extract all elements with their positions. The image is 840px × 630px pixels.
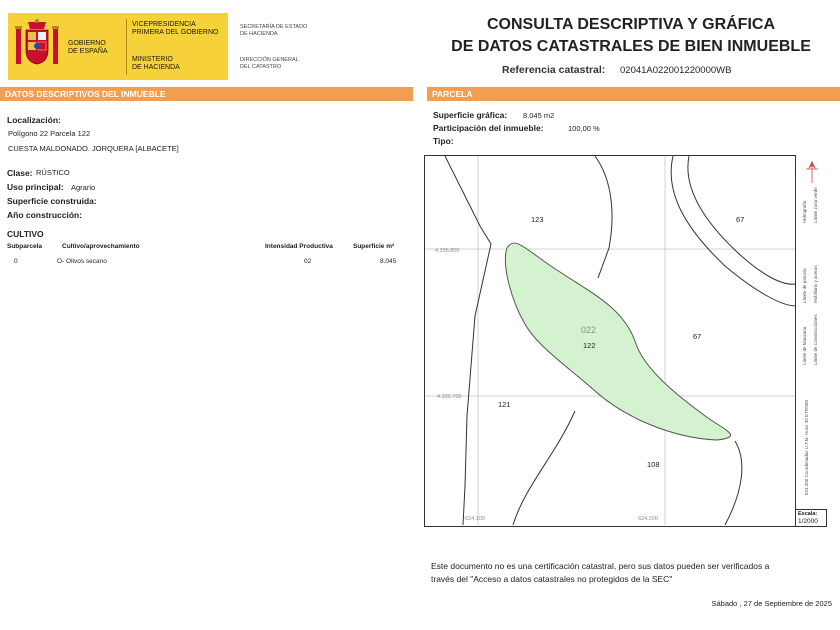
coord-label-x2: 624.200 [638, 516, 658, 522]
disclaimer-note [431, 560, 811, 586]
escala-label: Escala: [798, 511, 818, 517]
coord-label-y1: 4.336.800 [435, 248, 460, 254]
boundary-north [595, 156, 612, 278]
col-intensidad: Intensidad Productiva [265, 243, 333, 250]
superficie-construida-label: Superficie construida: [7, 196, 97, 206]
row-superficie: 8.045 [380, 258, 397, 265]
gobierno-text: GOBIERNO DE ESPAÑA [68, 40, 108, 55]
north-arrow-icon [804, 161, 820, 183]
label-108: 108 [647, 460, 660, 469]
referencia-value: 02041A022001220000WB [620, 65, 732, 76]
referencia-label: Referencia catastral: [502, 64, 606, 76]
legend-hidrografia: Hidrografía [802, 200, 807, 223]
map-legend [795, 155, 827, 509]
datos-descriptivos-header: DATOS DESCRIPTIVOS DEL INMUEBLE [0, 87, 413, 101]
superficie-grafica-label: Superficie gráfica: [433, 110, 508, 120]
legend-coordenadas: 624.200 Coordenadas U.T.M. Huso 30 ETRS89 [804, 399, 809, 495]
disclaimer-line-1: Este documento no es una certificación catastral, pero sus datos pueden ser verificados a [431, 561, 770, 571]
secretaria-text: SECRETARÍA DE ESTADO DE HACIENDA [240, 24, 308, 37]
parcela-header: PARCELA [427, 87, 840, 101]
row-cultivo: O- Olivos secano [57, 258, 107, 265]
document-title [430, 14, 832, 58]
legend-mobiliario-aceras: Mobiliario y aceras [813, 265, 818, 303]
label-022: 022 [581, 325, 597, 335]
ministerio-text: MINISTERIO DE HACIENDA [132, 56, 180, 71]
clase-label: Clase: [7, 168, 33, 178]
vicepresidencia-text: VICEPRESIDENCIA PRIMERA DEL GOBIERNO [132, 21, 219, 36]
coord-label-x1: 624.100 [465, 516, 485, 522]
parcel-122-shape [505, 243, 730, 440]
label-121: 121 [498, 400, 511, 409]
map-drawing [425, 156, 796, 525]
row-intensidad: 02 [304, 258, 312, 265]
spain-coat-of-arms-icon [14, 18, 60, 72]
road-edge-outer [671, 156, 796, 306]
legend-limite-zona-verde: Límite zona verde [813, 187, 818, 223]
uso-principal-label: Uso principal: [7, 182, 64, 192]
escala-value: 1/2000 [798, 518, 818, 525]
label-123: 123 [531, 215, 544, 224]
logo-divider [126, 19, 127, 75]
anio-construccion-label: Año construcción: [7, 210, 83, 220]
boundary-southeast [725, 441, 742, 525]
label-67-north: 67 [736, 215, 745, 224]
label-67-east: 67 [693, 332, 702, 341]
clase-value: RÚSTICO [36, 168, 70, 177]
localizacion-label: Localización: [7, 115, 61, 125]
legend-limite-construcciones: Límite de Construcciones [813, 314, 818, 365]
localizacion-line-1: Polígono 22 Parcela 122 [8, 129, 91, 138]
disclaimer-line-2: través del "Acceso a datos catastrales no protegidos de la SEC" [431, 574, 673, 584]
row-subparcela: 0 [14, 258, 18, 265]
boundary-west [445, 156, 491, 525]
boundary-south [513, 411, 575, 525]
col-subparcela: Subparcela [7, 243, 43, 250]
participacion-label: Participación del inmueble: [433, 123, 544, 133]
col-superficie: Superficie m² [353, 243, 395, 250]
coord-label-y2: 4.336.700 [437, 394, 462, 400]
tipo-label: Tipo: [433, 136, 454, 146]
title-line-1: CONSULTA DESCRIPTIVA Y GRÁFICA [486, 16, 775, 33]
participacion-value: 100,00 % [568, 124, 600, 133]
document-date: Sábado , 27 de Septiembre de 2025 [711, 599, 832, 608]
localizacion-line-2: CUESTA MALDONADO. JORQUERA [ALBACETE] [8, 144, 179, 153]
col-cultivo: Cultivo/aprovechamiento [62, 243, 140, 250]
label-122: 122 [583, 341, 596, 350]
legend-limite-manzana: Límite de Manzana [802, 326, 807, 365]
uso-principal-value: Agrario [71, 183, 96, 192]
direccion-text: DIRECCIÓN GENERAL DEL CATASTRO [240, 57, 299, 70]
title-line-2: DE DATOS CATASTRALES DE BIEN INMUEBLE [451, 38, 811, 55]
cadastral-map[interactable] [424, 155, 827, 527]
superficie-grafica-value: 8.045 m2 [523, 111, 555, 120]
legend-limite-parcela: Límite de parcela [802, 268, 807, 303]
scale-box [795, 509, 827, 527]
cultivo-title: CULTIVO [7, 229, 44, 239]
